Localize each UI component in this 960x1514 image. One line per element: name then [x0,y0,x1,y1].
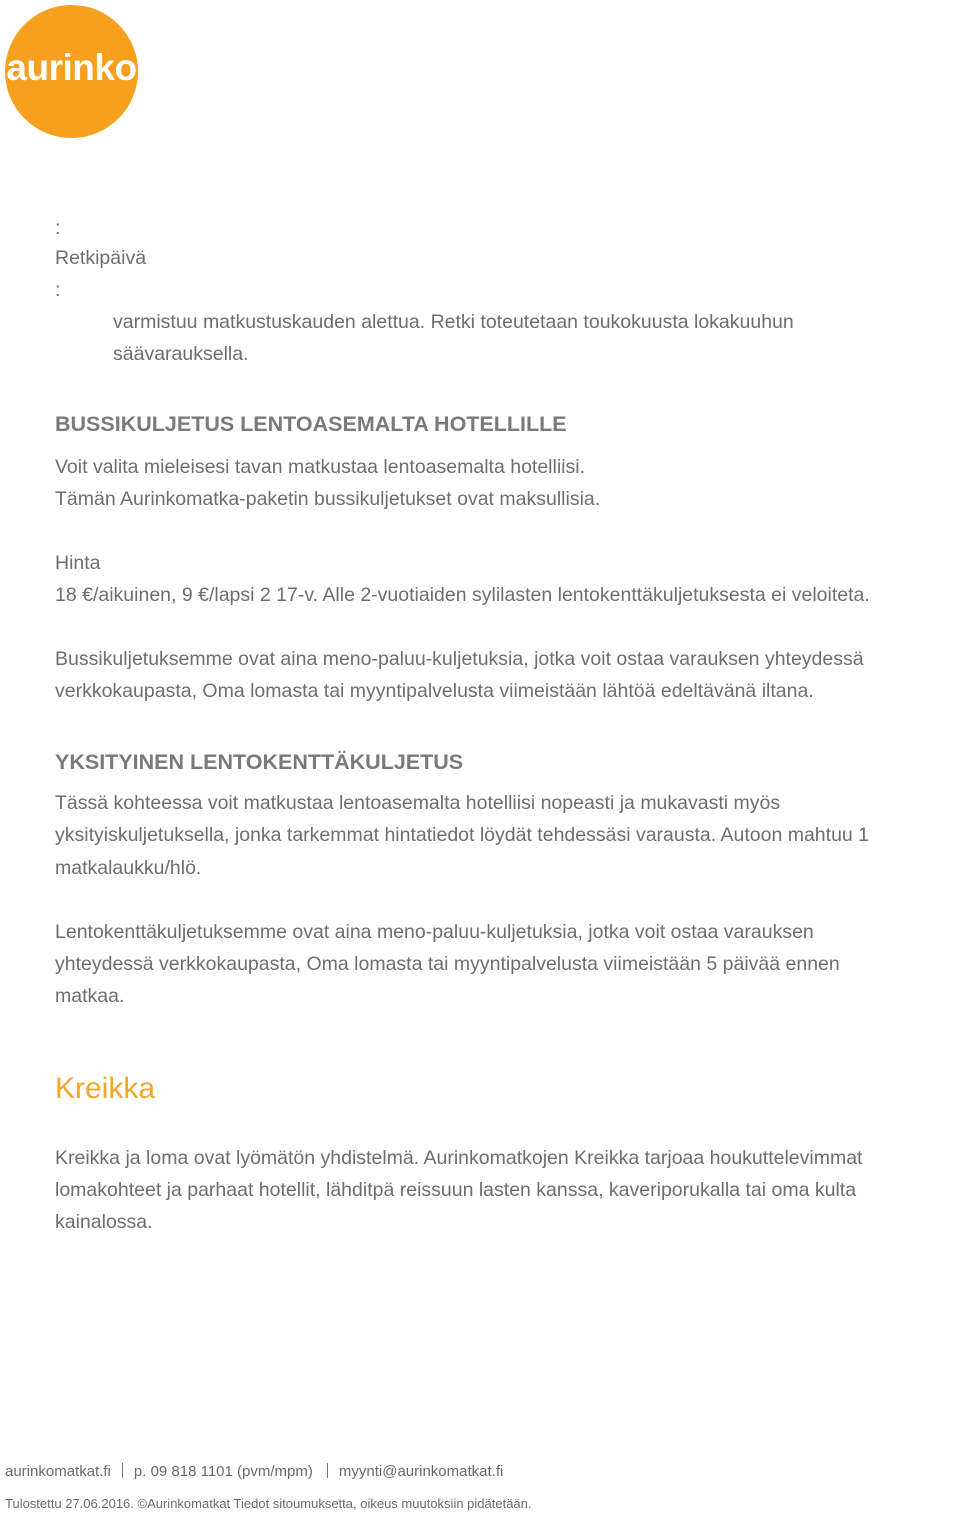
private-line-2: yksityiskuljetuksella, jonka tarkemmat hintatiedot löydät tehdessäsi varausta. Autoon mahtuu 1 [55,824,870,846]
bus-section-heading: BUSSIKULJETUS LENTOASEMALTA HOTELLILLE [55,412,567,436]
retkipaiva-line-1: varmistuu matkustuskauden alettua. Retki toteutetaan toukokuusta lokakuuhun [113,311,794,333]
private-note-line-1: Lentokenttäkuljetuksemme ovat aina meno-paluu-kuljetuksia, jotka voit ostaa varauksen [55,921,814,943]
private-line-3: matkalaukku/hlö. [55,857,202,879]
private-line-1: Tässä kohteessa voit matkustaa lentoasemalta hotelliisi nopeasti ja mukavasti myös [55,792,781,814]
bus-intro-line-1: Voit valita mieleisesi tavan matkustaa lentoasemalta hotelliisi. [55,456,586,478]
private-section-heading: YKSITYINEN LENTOKENTTÄKULJETUS [55,750,464,774]
price-text: 18 €/aikuinen, 9 €/lapsi 2 17-v. Alle 2-vuotiaiden sylilasten lentokenttäkuljetuksesta ei veloiteta. [55,584,870,606]
footer-email-link[interactable]: myynti@aurinkomatkat.fi [338,1463,504,1480]
bus-note-line-2: verkkokaupasta, Oma lomasta tai myyntipalvelusta viimeistään lähtöä edeltävänä iltana. [55,680,814,702]
colon-top: : [55,217,61,239]
footer-website-link[interactable]: aurinkomatkat.fi [5,1463,111,1480]
footer-phone: p. 09 818 1101 (pvm/mpm) [133,1463,313,1480]
price-label: Hinta [55,552,101,574]
logo-text: aurinko [6,47,137,88]
retkipaiva-line-2: säävarauksella. [113,343,249,365]
footer-printed-note: Tulostettu 27.06.2016. ©Aurinkomatkat Tiedot sitoumuksetta, oikeus muutoksiin pidätetään. [5,1496,532,1511]
kreikka-line-1: Kreikka ja loma ovat lyömätön yhdistelmä. Aurinkomatkojen Kreikka tarjoaa houkuttelevimmat [55,1147,863,1169]
colon-bottom: : [55,279,61,301]
aurinko-logo[interactable] [5,5,138,138]
private-note-line-3: matkaa. [55,985,125,1007]
kreikka-line-2: lomakohteet ja parhaat hotellit, lähditpä reissuun lasten kanssa, kaveriporukalla tai oma kulta [55,1179,857,1201]
footer-contact [5,1463,503,1480]
footer-separator [327,1463,328,1478]
bus-note-line-1: Bussikuljetuksemme ovat aina meno-paluu-kuljetuksia, jotka voit ostaa varauksen yhteydessä [55,648,864,670]
retkipaiva-label: Retkipäivä [55,247,147,269]
kreikka-line-3: kainalossa. [55,1211,153,1233]
footer-separator [122,1463,123,1478]
bus-intro-line-2: Tämän Aurinkomatka-paketin bussikuljetukset ovat maksullisia. [55,488,601,510]
private-note-line-2: yhteydessä verkkokaupasta, Oma lomasta tai myyntipalvelusta viimeistään 5 päivää ennen [55,953,840,975]
kreikka-title: Kreikka [55,1072,156,1105]
